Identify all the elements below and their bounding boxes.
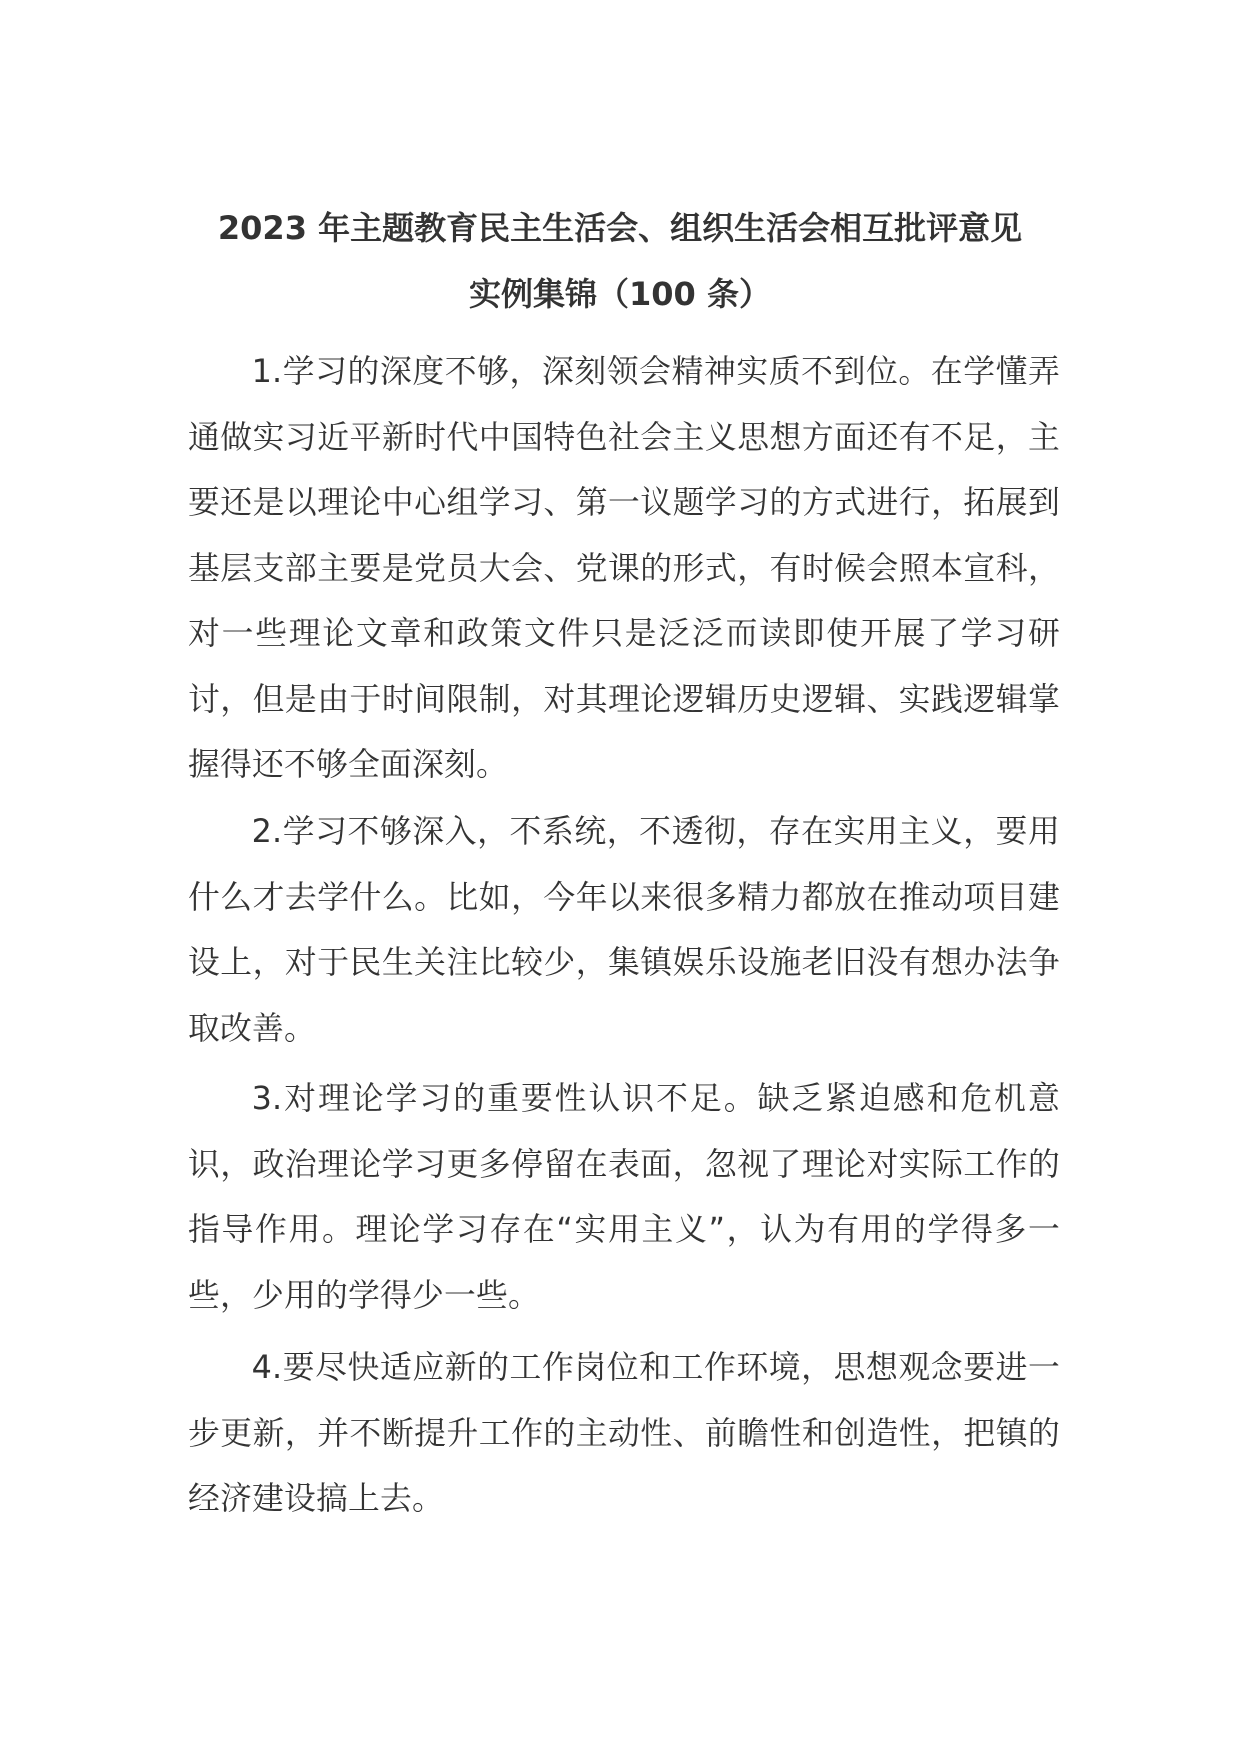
document-title-line-2: 实例集锦（100 条） xyxy=(469,275,771,313)
paragraph-1: 1.学习的深度不够，深刻领会精神实质不到位。在学懂弄通做实习近平新时代中国特色社会主义思想方面还有不足，主要还是以理论中心组学习、第一议题学习的方式进行，拓展到基层支部主要是党员大会、党课的形式，有时候会照本宣科，对一些理论文章和政策文件只是泛泛而读即使开展了学习研讨，但是由于时间限制，对其理论逻辑历史逻辑、实践逻辑掌握得还不够全面深刻。 xyxy=(188,353,1060,783)
document-title-line-1: 2023 年主题教育民主生活会、组织生活会相互批评意见 xyxy=(217,209,1023,247)
paragraph-3: 3.对理论学习的重要性认识不足。缺乏紧迫感和危机意识，政治理论学习更多停留在表面，忽视了理论对实际工作的指导作用。理论学习存在“实用主义”，认为有用的学得多一些，少用的学得少一些。 xyxy=(188,1080,1060,1314)
paragraph-4: 4.要尽快适应新的工作岗位和工作环境，思想观念要进一步更新，并不断提升工作的主动性、前瞻性和创造性，把镇的经济建设搞上去。 xyxy=(188,1349,1060,1517)
paragraph-2: 2.学习不够深入，不系统，不透彻，存在实用主义，要用什么才去学什么。比如，今年以来很多精力都放在推动项目建设上，对于民生关注比较少，集镇娱乐设施老旧没有想办法争取改善。 xyxy=(188,813,1060,1047)
